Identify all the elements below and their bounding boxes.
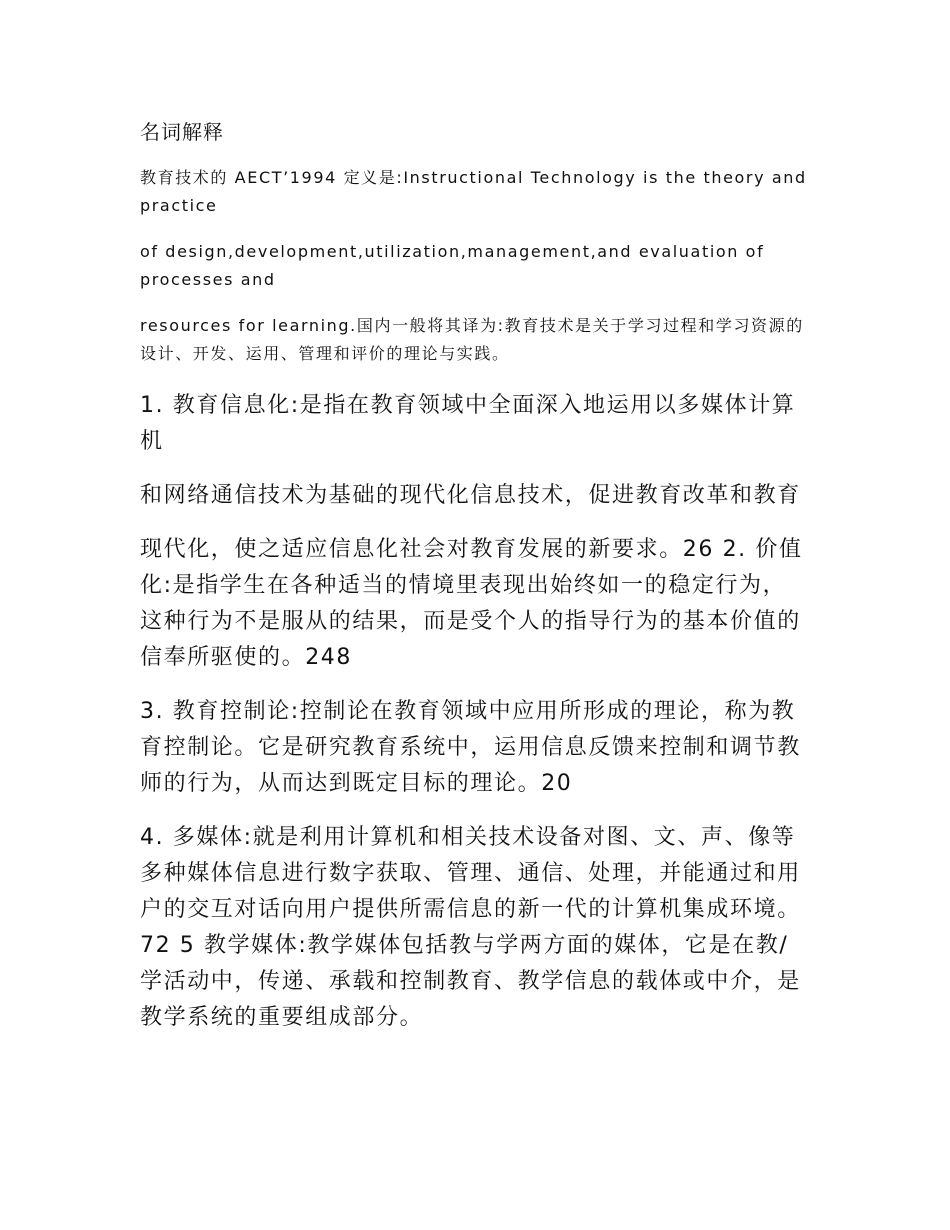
page-title: 名词解释 (140, 120, 224, 144)
definition-paragraph-5: 4. 多媒体:就是利用计算机和相关技术设备对图、文、声、像等多种媒体信息进行数字获取、管理、通信、处理，并能通过和用户的交互对话向用户提供所需信息的新一代的计算机集成环境。72 5 教学媒体:教学媒体包括教与学两方面的媒体，它是在教/学活动中，传递、承载和控制教育、教学信息的载体或中介，是教学系统的重要组成部分。 (140, 825, 801, 1030)
definition-paragraph-1: 1. 教育信息化:是指在教育领域中全面深入地运用以多媒体计算机 (140, 393, 796, 454)
intro-paragraph-2: of design,development,utilization,management,and evaluation of processes and (140, 242, 765, 289)
intro-paragraph-1: 教育技术的 AECT’1994 定义是:Instructional Technology is the theory and practice (140, 168, 807, 215)
intro-paragraph-3: resources for learning.国内一般将其译为:教育技术是关于学习过程和学习资源的设计、开发、运用、管理和评价的理论与实践。 (140, 316, 804, 363)
definition-paragraph-4: 3. 教育控制论:控制论在教育领域中应用所形成的理论，称为教育控制论。它是研究教育系统中，运用信息反馈来控制和调节教师的行为，从而达到既定目标的理论。20 (140, 699, 801, 796)
document-content (140, 118, 808, 1054)
definition-paragraph-2: 和网络通信技术为基础的现代化信息技术，促进教育改革和教育 (140, 483, 801, 508)
definition-paragraph-3: 现代化，使之适应信息化社会对教育发展的新要求。26 2. 价值化:是指学生在各种适当的情境里表现出始终如一的稳定行为，这种行为不是服从的结果，而是受个人的指导行为的基本价值的信奉所驱使的。248 (140, 537, 803, 670)
